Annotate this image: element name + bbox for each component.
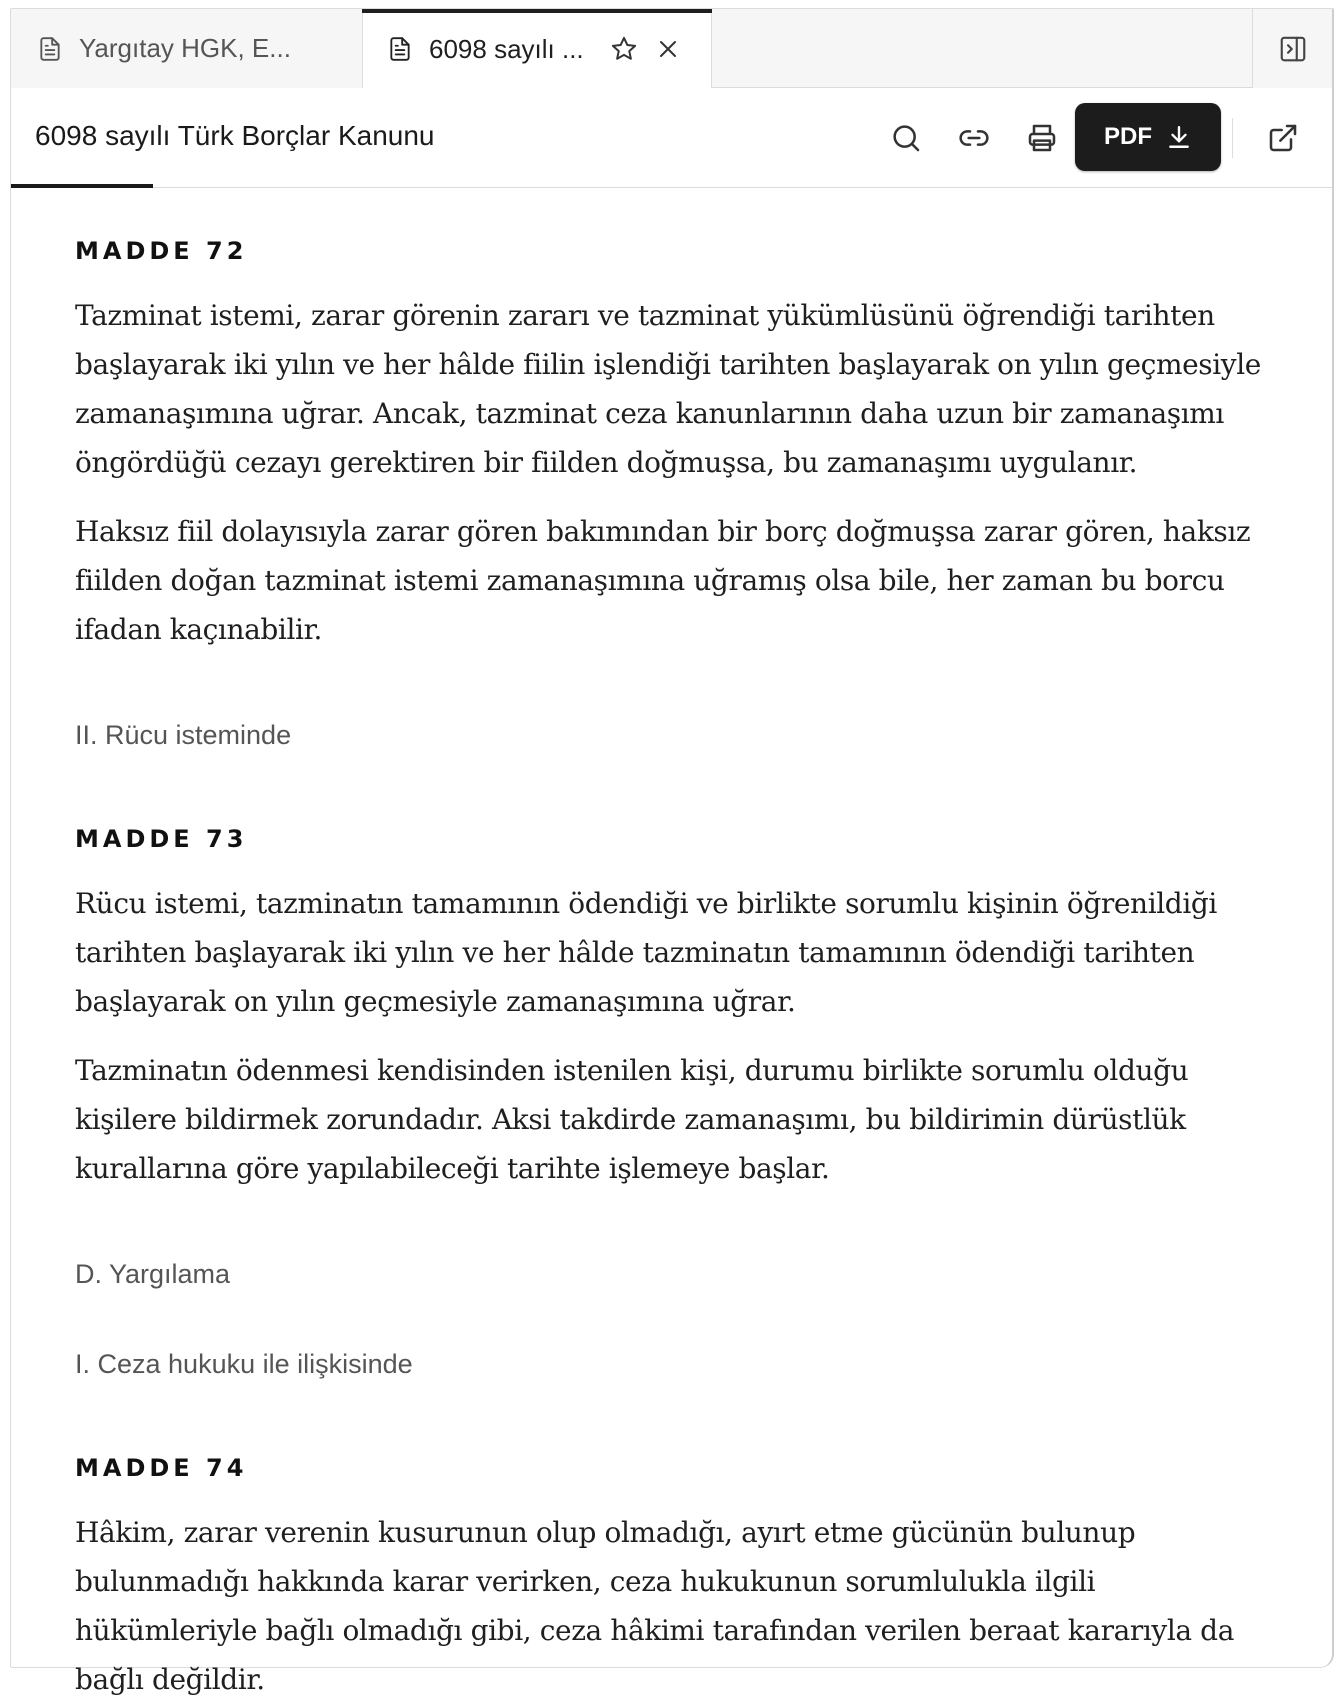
tab-yargitay[interactable] [11, 9, 363, 88]
search-icon [890, 122, 922, 154]
tab-bar [11, 9, 1332, 88]
article-title: MADDE 73 [75, 825, 248, 853]
search-button[interactable] [883, 115, 929, 161]
link-icon [958, 122, 990, 154]
tab-label: Yargıtay HGK, E... [79, 33, 291, 63]
tab-tbk[interactable] [362, 9, 712, 89]
document-icon [387, 36, 413, 62]
download-icon [1166, 124, 1192, 150]
section-heading: D. Yargılama [75, 1259, 231, 1289]
pdf-label: PDF [1104, 123, 1152, 150]
document-title: 6098 sayılı Türk Borçlar Kanunu [35, 120, 435, 151]
article-paragraph: Tazminat istemi, zarar görenin zararı ve tazminat yükümlüsünü öğrendiği tarihten başlayarak iki yılın ve her hâlde fiilin işlendiği tarihten başlayarak on yılın geçmesiyle zamanaşımına uğrar. Ancak, tazminat ceza kanunlarının daha uzun bir zamanaşımı öngördüğü cezayı gerektiren bir fiilden doğmuşsa, bu zamanaşımı uygulanır. [75, 299, 1261, 479]
document-header [11, 88, 1332, 188]
tab-label: 6098 sayılı ... [429, 33, 584, 64]
section-heading: I. Ceza hukuku ile ilişkisinde [75, 1349, 413, 1379]
sidebar-toggle-icon [1278, 34, 1308, 64]
article-title: MADDE 72 [75, 237, 248, 265]
section-heading: II. Rücu isteminde [75, 720, 292, 750]
toolbar-divider [1232, 118, 1233, 158]
document-content [11, 189, 1332, 1696]
copy-link-button[interactable] [951, 115, 997, 161]
article-paragraph: Tazminatın ödenmesi kendisinden istenilen kişi, durumu birlikte sorumlu olduğu kişilere bildirmek zorundadır. Aksi takdirde zamanaşımı, bu bildirimin dürüstlük kurallarına göre yapılabileceği tarihte işlemeye başlar. [75, 1054, 1189, 1185]
star-icon[interactable] [610, 35, 638, 63]
external-link-icon [1267, 122, 1299, 154]
print-button[interactable] [1019, 115, 1065, 161]
article-title: MADDE 74 [75, 1454, 248, 1482]
pdf-download-button[interactable] [1075, 103, 1221, 171]
article-paragraph: Haksız fiil dolayısıyla zarar gören bakımından bir borç doğmuşsa zarar gören, haksız fiilden doğan tazminat istemi zamanaşımına uğramış olsa bile, her zaman bu borcu ifadan kaçınabilir. [75, 515, 1251, 646]
document-viewer [10, 8, 1334, 1696]
title-underline [11, 184, 153, 188]
article-paragraph: Hâkim, zarar verenin kusurunun olup olmadığı, ayırt etme gücünün bulunup bulunmadığı hakkında karar verirken, ceza hukukunun sorumlulukla ilgili hükümleriyle bağlı olmadığı gibi, ceza hâkimi tarafından verilen beraat kararıyla da bağlı değildir. [75, 1516, 1234, 1696]
article-paragraph: Rücu istemi, tazminatın tamamının ödendiği ve birlikte sorumlu kişinin öğrenildiği tarihten başlayarak iki yılın ve her hâlde tazminatın tamamının ödendiği tarihten başlayarak on yılın geçmesiyle zamanaşımına uğrar. [75, 887, 1217, 1018]
close-icon[interactable] [656, 37, 680, 61]
sidebar-toggle-button[interactable] [1252, 9, 1332, 88]
printer-icon [1026, 122, 1058, 154]
open-external-button[interactable] [1260, 115, 1306, 161]
document-icon [37, 36, 63, 62]
